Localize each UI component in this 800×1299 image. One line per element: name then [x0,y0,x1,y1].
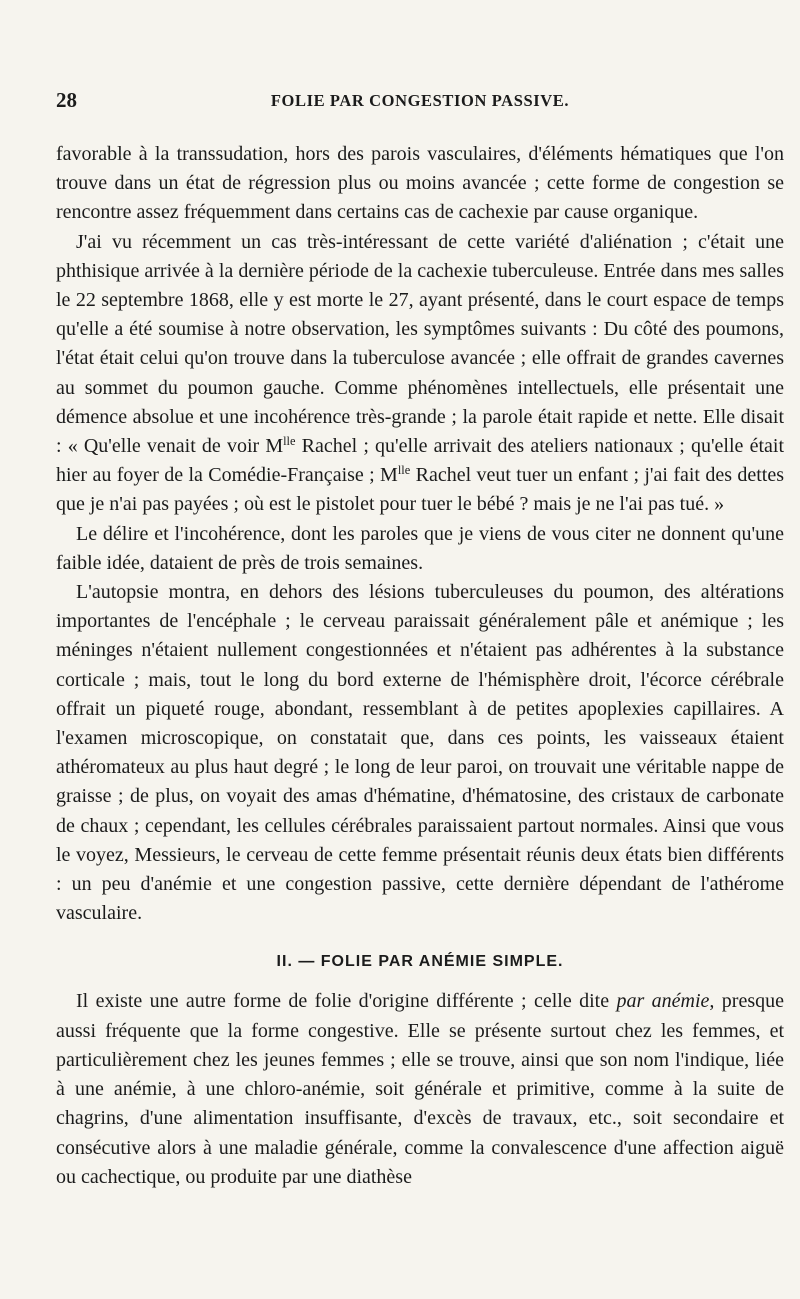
section-heading: II. — FOLIE PAR ANÉMIE SIMPLE. [276,953,564,971]
paragraph-2-text-c: Rachel veut tuer un enfant ; j'ai fait des dettes que je n'ai pas payées ; où est le pistolet pour tuer le bébé ? mais je ne l'ai pas tué. » [56,464,784,516]
paragraph-1-text: favorable à la transsudation, hors des parois vasculaires, d'éléments hématiques que l'on trouve dans un état de régression plus ou moins avancée ; cette forme de congestion se rencontre assez fréquemment dans certains cas de cachexie par cause organique. [56,143,784,224]
paragraph-3-text: Le délire et l'incohérence, dont les paroles que je viens de vous citer ne donnent qu'une faible idée, dataient de près de trois semaines. [56,522,784,574]
paragraph-3 [56,520,784,578]
paragraph-1 [56,140,784,228]
paragraph-2 [56,228,784,520]
paragraph-2-text-a: J'ai vu récemment un cas très-intéressant de cette variété d'aliénation ; c'était une phthisique arrivée à la dernière période de la cachexie tuberculeuse. Entrée dans mes salles le 22 septembre 1868, elle y est morte le 27, ayant présenté, dans le court espace de temps qu'elle a été soumise à notre observation, les symptômes suivants : Du côté des poumons, l'état était celui qu'on trouve dans la tuberculose avancée ; elle offrait de grandes cavernes au sommet du poumon gauche. Comme phénomènes intellectuels, elle présentait une démence absolue et une incohérence très-grande ; la parole était rapide et nette. Elle disait : « Qu'elle venait de voir M [56,230,784,458]
body-text [56,140,784,1192]
paragraph-4-text: L'autopsie montra, en dehors des lésions tuberculeuses du poumon, des altérations importantes de l'encéphale ; le cerveau paraissait généralement pâle et anémique ; les méninges n'étaient nullement congestionnées et n'étaient pas adhérentes à la substance corticale ; mais, tout le long du bord externe de l'hémisphère droit, l'écorce cérébrale offrait un piqueté rouge, abondant, ressemblant à de petites apoplexies capillaires. A l'examen microscopique, on constatait que, dans ces points, les vaisseaux étaient athéromateux au plus haut degré ; le long de leur paroi, on trouvait une véritable nappe de graisse ; de plus, on voyait des amas d'hématine, d'hématosine, des cristaux de carbonate de chaux ; cependant, les cellules cérébrales paraissaient partout normales. Ainsi que vous le voyez, Messieurs, le cerveau de cette femme présentait réunis deux états bien différents : un peu d'anémie et une congestion passive, cette dernière dépendant de l'athérome vasculaire. [56,581,784,925]
section-paragraph [56,987,784,1191]
running-title: FOLIE PAR CONGESTION PASSIVE. [270,91,570,110]
page-header [56,88,784,116]
superscript-lle-2: lle [397,463,411,478]
paragraph-4 [56,578,784,928]
page-number: 28 [56,88,77,112]
paragraph-2-text-b: Rachel ; qu'elle arrivait des ateliers nationaux ; qu'elle était hier au foyer de la Comédie-Française ; M [56,435,784,487]
section-paragraph-text-a: Il existe une autre forme de folie d'origine différente ; celle dite [76,990,617,1013]
superscript-lle-1: lle [283,434,296,449]
italic-phrase: par anémie, [616,990,715,1013]
section-paragraph-text-b: presque aussi fréquente que la forme congestive. Elle se présente surtout chez les femmes, et particulièrement chez les jeunes femmes ; elle se trouve, ainsi que son nom l'indique, liée à une anémie, à une chloro-anémie, soit générale et primitive, comme à la suite de chagrins, d'une alimentation insuffisante, d'excès de travaux, etc., soit secondaire et consécutive alors à une maladie générale, comme la convalescence d'une affection aiguë ou cachectique, ou produite par une diathèse [56,990,785,1188]
